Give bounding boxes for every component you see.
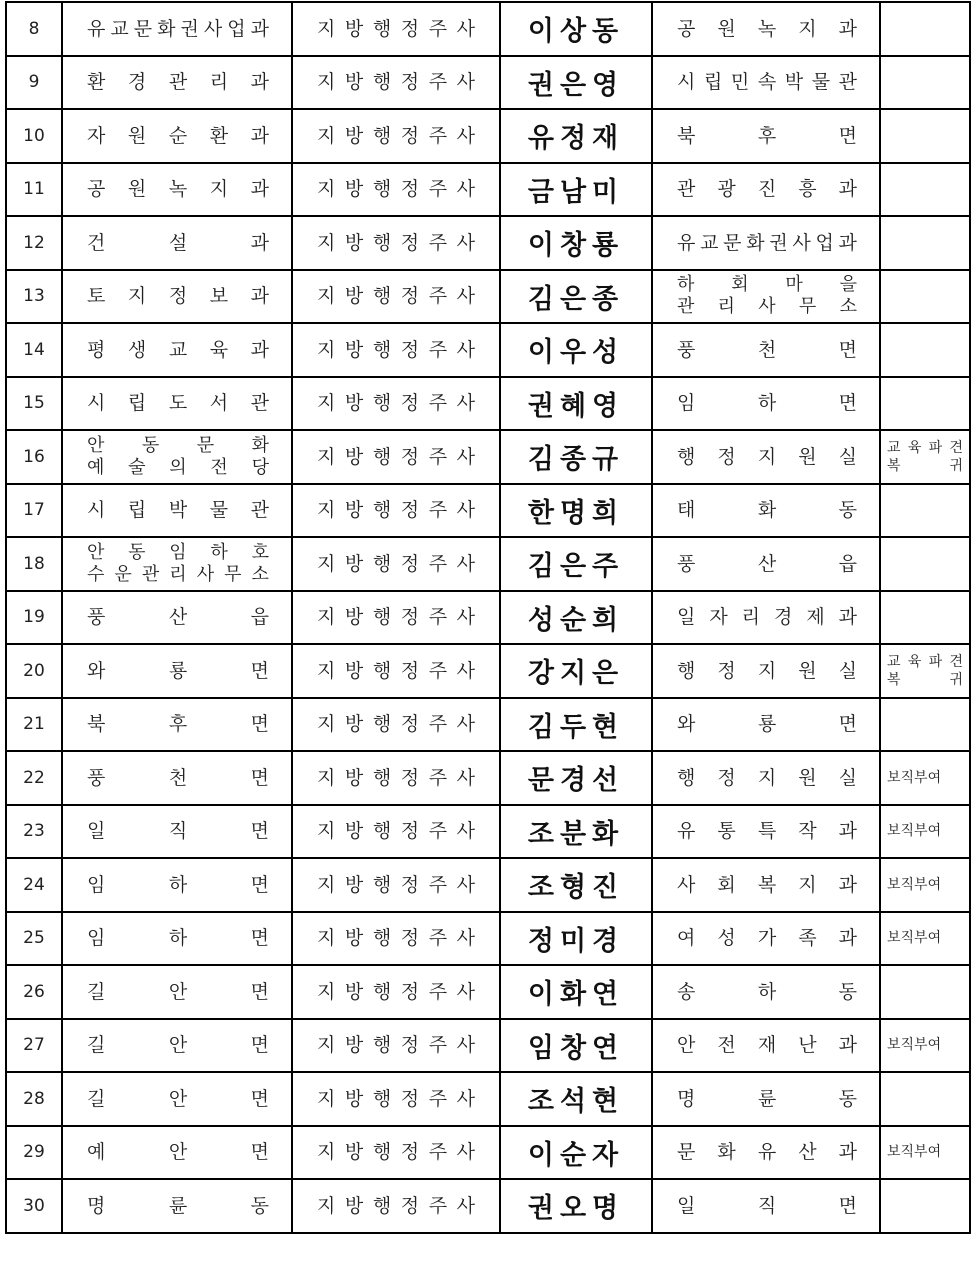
rank	[292, 858, 500, 912]
new-department-line: 풍 천 면	[677, 338, 857, 361]
new-department	[652, 323, 880, 377]
rank-text: 지 방 행 정 주 사	[317, 178, 475, 201]
rank-text: 지 방 행 정 주 사	[317, 713, 475, 736]
employee-name: 권혜영	[500, 377, 652, 431]
employee-name: 강지은	[500, 644, 652, 698]
rank-text: 지 방 행 정 주 사	[317, 1087, 475, 1110]
previous-department	[62, 1179, 292, 1233]
new-department-line: 송 하 동	[677, 980, 857, 1003]
previous-department	[62, 858, 292, 912]
row-number: 27	[6, 1019, 62, 1073]
table-row	[6, 109, 970, 163]
previous-department-line: 공 원 녹 지 과	[87, 178, 269, 201]
table-row	[6, 430, 970, 484]
table-row	[6, 56, 970, 110]
new-department-line: 명 륜 동	[677, 1087, 857, 1110]
table-row	[6, 858, 970, 912]
remark-line: 보직부여	[887, 769, 942, 786]
row-number: 18	[6, 537, 62, 591]
new-department	[652, 2, 880, 56]
table-row	[6, 484, 970, 538]
previous-department	[62, 805, 292, 859]
new-department	[652, 109, 880, 163]
row-number: 23	[6, 805, 62, 859]
row-number: 12	[6, 216, 62, 270]
rank	[292, 644, 500, 698]
remark-line: 복 귀	[887, 457, 963, 474]
previous-department-line: 안 동 임 하 호	[87, 541, 269, 563]
new-department-line: 행 정 지 원 실	[677, 659, 857, 682]
remarks	[880, 430, 970, 484]
new-department	[652, 751, 880, 805]
table-row	[6, 644, 970, 698]
new-department-line: 북 후 면	[677, 124, 857, 147]
new-department	[652, 377, 880, 431]
employee-name: 문경선	[500, 751, 652, 805]
previous-department-line: 풍 산 읍	[87, 606, 269, 629]
remarks	[880, 1072, 970, 1126]
remark-line: 교 육 파 견	[887, 653, 963, 670]
row-number: 9	[6, 56, 62, 110]
previous-department	[62, 537, 292, 591]
employee-name: 이화연	[500, 965, 652, 1019]
employee-name: 정미경	[500, 912, 652, 966]
new-department-line: 임 하 면	[677, 392, 857, 415]
table-row	[6, 1179, 970, 1233]
previous-department	[62, 912, 292, 966]
new-department-line: 문 화 유 산 과	[677, 1141, 857, 1164]
remarks	[880, 1126, 970, 1180]
new-department	[652, 591, 880, 645]
row-number: 21	[6, 698, 62, 752]
new-department-line: 공 원 녹 지 과	[677, 17, 857, 40]
new-department-line: 안 전 재 난 과	[677, 1034, 857, 1057]
rank	[292, 323, 500, 377]
previous-department-line: 풍 천 면	[87, 766, 269, 789]
remark-line: 보직부여	[887, 1037, 942, 1054]
rank	[292, 537, 500, 591]
table-row	[6, 270, 970, 324]
remarks	[880, 163, 970, 217]
rank-text: 지 방 행 정 주 사	[317, 17, 475, 40]
remarks	[880, 56, 970, 110]
previous-department	[62, 163, 292, 217]
new-department	[652, 1072, 880, 1126]
row-number: 19	[6, 591, 62, 645]
previous-department	[62, 56, 292, 110]
rank	[292, 377, 500, 431]
table-row	[6, 216, 970, 270]
new-department	[652, 644, 880, 698]
row-number: 17	[6, 484, 62, 538]
personnel-transfer-table	[5, 1, 971, 1234]
row-number: 28	[6, 1072, 62, 1126]
new-department-line: 일 직 면	[677, 1194, 857, 1217]
row-number: 30	[6, 1179, 62, 1233]
table-row	[6, 912, 970, 966]
rank-text: 지 방 행 정 주 사	[317, 1194, 475, 1217]
rank	[292, 1072, 500, 1126]
rank	[292, 1019, 500, 1073]
rank	[292, 430, 500, 484]
new-department-line: 행 정 지 원 실	[677, 445, 857, 468]
remarks	[880, 858, 970, 912]
rank	[292, 965, 500, 1019]
employee-name: 이창룡	[500, 216, 652, 270]
remarks	[880, 1019, 970, 1073]
rank-text: 지 방 행 정 주 사	[317, 338, 475, 361]
rank	[292, 1126, 500, 1180]
employee-name: 이순자	[500, 1126, 652, 1180]
new-department	[652, 163, 880, 217]
rank	[292, 109, 500, 163]
remark-line: 보직부여	[887, 930, 942, 947]
table-row	[6, 163, 970, 217]
previous-department-line: 예 안 면	[87, 1141, 269, 1164]
table-row	[6, 377, 970, 431]
table-row	[6, 698, 970, 752]
rank	[292, 805, 500, 859]
table-row	[6, 2, 970, 56]
new-department	[652, 1019, 880, 1073]
employee-name: 이상동	[500, 2, 652, 56]
previous-department-line: 안 동 문 화	[87, 434, 269, 456]
previous-department-line: 길 안 면	[87, 980, 269, 1003]
new-department	[652, 912, 880, 966]
table-body	[6, 2, 970, 1233]
new-department	[652, 484, 880, 538]
remarks	[880, 1179, 970, 1233]
previous-department	[62, 430, 292, 484]
previous-department	[62, 1019, 292, 1073]
rank-text: 지 방 행 정 주 사	[317, 231, 475, 254]
remarks	[880, 2, 970, 56]
rank-text: 지 방 행 정 주 사	[317, 820, 475, 843]
remarks	[880, 698, 970, 752]
previous-department-line: 환 경 관 리 과	[87, 71, 269, 94]
employee-name: 금남미	[500, 163, 652, 217]
new-department-line: 하 회 마 을	[677, 274, 857, 296]
new-department	[652, 270, 880, 324]
new-department	[652, 216, 880, 270]
row-number: 11	[6, 163, 62, 217]
rank-text: 지 방 행 정 주 사	[317, 927, 475, 950]
row-number: 16	[6, 430, 62, 484]
remark-line: 복 귀	[887, 671, 963, 688]
rank	[292, 1179, 500, 1233]
new-department-line: 와 룡 면	[677, 713, 857, 736]
previous-department	[62, 484, 292, 538]
new-department-line: 행 정 지 원 실	[677, 766, 857, 789]
row-number: 10	[6, 109, 62, 163]
remarks	[880, 270, 970, 324]
new-department-line: 풍 산 읍	[677, 552, 857, 575]
remarks	[880, 591, 970, 645]
previous-department	[62, 216, 292, 270]
rank	[292, 484, 500, 538]
previous-department	[62, 377, 292, 431]
rank-text: 지 방 행 정 주 사	[317, 499, 475, 522]
employee-name: 임창연	[500, 1019, 652, 1073]
table-row	[6, 805, 970, 859]
employee-name: 조석현	[500, 1072, 652, 1126]
row-number: 25	[6, 912, 62, 966]
previous-department-line: 북 후 면	[87, 713, 269, 736]
new-department	[652, 1126, 880, 1180]
previous-department	[62, 698, 292, 752]
remarks	[880, 751, 970, 805]
previous-department-line: 시 립 박 물 관	[87, 499, 269, 522]
row-number: 15	[6, 377, 62, 431]
new-department-line: 사 회 복 지 과	[677, 873, 857, 896]
employee-name: 조분화	[500, 805, 652, 859]
rank-text: 지 방 행 정 주 사	[317, 766, 475, 789]
remarks	[880, 377, 970, 431]
table-row	[6, 965, 970, 1019]
employee-name: 김은종	[500, 270, 652, 324]
rank	[292, 2, 500, 56]
previous-department-line: 평 생 교 육 과	[87, 338, 269, 361]
previous-department-line: 토 지 정 보 과	[87, 285, 269, 308]
rank	[292, 163, 500, 217]
employee-name: 한명희	[500, 484, 652, 538]
employee-name: 성순희	[500, 591, 652, 645]
remarks	[880, 537, 970, 591]
previous-department-line: 명 륜 동	[87, 1194, 269, 1217]
previous-department-line: 와 룡 면	[87, 659, 269, 682]
previous-department-line: 예 술 의 전 당	[87, 456, 269, 478]
new-department-line: 관 광 진 흥 과	[677, 178, 857, 201]
new-department-line: 관 리 사 무 소	[677, 296, 857, 318]
rank-text: 지 방 행 정 주 사	[317, 392, 475, 415]
employee-name: 김종규	[500, 430, 652, 484]
row-number: 14	[6, 323, 62, 377]
employee-name: 김은주	[500, 537, 652, 591]
remarks	[880, 484, 970, 538]
new-department	[652, 537, 880, 591]
employee-name: 유정재	[500, 109, 652, 163]
row-number: 13	[6, 270, 62, 324]
employee-name: 권오명	[500, 1179, 652, 1233]
remarks	[880, 216, 970, 270]
rank-text: 지 방 행 정 주 사	[317, 606, 475, 629]
rank	[292, 912, 500, 966]
row-number: 29	[6, 1126, 62, 1180]
rank-text: 지 방 행 정 주 사	[317, 873, 475, 896]
employee-name: 이우성	[500, 323, 652, 377]
remark-line: 보직부여	[887, 1144, 942, 1161]
remarks	[880, 805, 970, 859]
rank	[292, 216, 500, 270]
previous-department-line: 일 직 면	[87, 820, 269, 843]
rank	[292, 698, 500, 752]
new-department	[652, 805, 880, 859]
row-number: 24	[6, 858, 62, 912]
row-number: 26	[6, 965, 62, 1019]
remarks	[880, 965, 970, 1019]
rank-text: 지 방 행 정 주 사	[317, 445, 475, 468]
new-department	[652, 56, 880, 110]
employee-name: 김두현	[500, 698, 652, 752]
previous-department	[62, 323, 292, 377]
employee-name: 조형진	[500, 858, 652, 912]
previous-department	[62, 2, 292, 56]
table-row	[6, 537, 970, 591]
row-number: 22	[6, 751, 62, 805]
new-department-line: 태 화 동	[677, 499, 857, 522]
remarks	[880, 644, 970, 698]
previous-department-line: 길 안 면	[87, 1087, 269, 1110]
new-department	[652, 1179, 880, 1233]
rank	[292, 751, 500, 805]
rank	[292, 591, 500, 645]
rank-text: 지 방 행 정 주 사	[317, 1034, 475, 1057]
rank-text: 지 방 행 정 주 사	[317, 285, 475, 308]
row-number: 8	[6, 2, 62, 56]
remark-line: 보직부여	[887, 876, 942, 893]
rank-text: 지 방 행 정 주 사	[317, 980, 475, 1003]
previous-department-line: 임 하 면	[87, 927, 269, 950]
table-row	[6, 1126, 970, 1180]
previous-department	[62, 591, 292, 645]
remarks	[880, 323, 970, 377]
new-department-line: 일 자 리 경 제 과	[677, 606, 857, 629]
remark-line: 교 육 파 견	[887, 439, 963, 456]
new-department-line: 유 통 특 작 과	[677, 820, 857, 843]
previous-department	[62, 751, 292, 805]
rank-text: 지 방 행 정 주 사	[317, 552, 475, 575]
table-row	[6, 323, 970, 377]
table-row	[6, 591, 970, 645]
new-department-line: 여 성 가 족 과	[677, 927, 857, 950]
table-row	[6, 751, 970, 805]
previous-department	[62, 270, 292, 324]
previous-department	[62, 1126, 292, 1180]
new-department-line: 시 립 민 속 박 물 관	[677, 71, 857, 94]
previous-department-line: 건 설 과	[87, 231, 269, 254]
previous-department-line: 자 원 순 환 과	[87, 124, 269, 147]
table-row	[6, 1019, 970, 1073]
rank-text: 지 방 행 정 주 사	[317, 659, 475, 682]
previous-department	[62, 644, 292, 698]
rank-text: 지 방 행 정 주 사	[317, 1141, 475, 1164]
new-department	[652, 430, 880, 484]
previous-department-line: 시 립 도 서 관	[87, 392, 269, 415]
rank	[292, 56, 500, 110]
rank-text: 지 방 행 정 주 사	[317, 71, 475, 94]
new-department-line: 유 교 문 화 권 사 업 과	[677, 231, 857, 254]
previous-department-line: 수 운 관 리 사 무 소	[87, 563, 269, 585]
previous-department-line: 길 안 면	[87, 1034, 269, 1057]
remark-line: 보직부여	[887, 823, 942, 840]
table-row	[6, 1072, 970, 1126]
new-department	[652, 698, 880, 752]
rank-text: 지 방 행 정 주 사	[317, 124, 475, 147]
rank	[292, 270, 500, 324]
previous-department	[62, 965, 292, 1019]
employee-name: 권은영	[500, 56, 652, 110]
row-number: 20	[6, 644, 62, 698]
previous-department-line: 유 교 문 화 권 사 업 과	[87, 17, 269, 40]
new-department	[652, 858, 880, 912]
previous-department	[62, 1072, 292, 1126]
remarks	[880, 109, 970, 163]
previous-department-line: 임 하 면	[87, 873, 269, 896]
previous-department	[62, 109, 292, 163]
remarks	[880, 912, 970, 966]
new-department	[652, 965, 880, 1019]
